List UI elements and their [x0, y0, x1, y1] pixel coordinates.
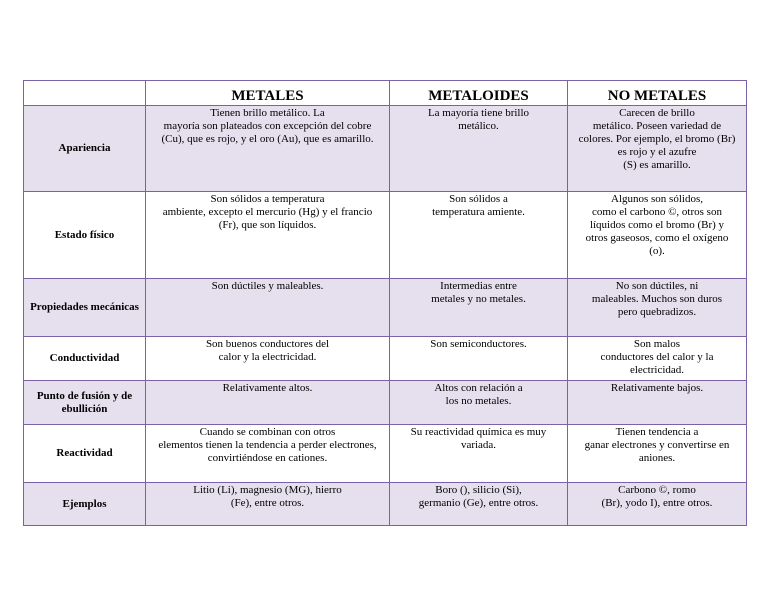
header-corner — [24, 81, 146, 106]
cell-metales: Son buenos conductores del calor y la electricidad. — [146, 337, 390, 381]
header-metales: METALES — [146, 81, 390, 106]
cell-no-metales: Tienen tendencia a ganar electrones y convertirse en aniones. — [568, 425, 747, 483]
header-no-metales: NO METALES — [568, 81, 747, 106]
row-punto-fusion — [24, 381, 747, 425]
cell-no-metales: Algunos son sólidos, como el carbono ©, otros son líquidos como el bromo (Br) y otros gaseosos, como el oxígeno (o). — [568, 192, 747, 279]
cell-metales: Litio (Li), magnesio (MG), hierro (Fe), entre otros. — [146, 483, 390, 526]
cell-no-metales: Relativamente bajos. — [568, 381, 747, 425]
cell-no-metales: Son malos conductores del calor y la electricidad. — [568, 337, 747, 381]
cell-metaloides: Son semiconductores. — [390, 337, 568, 381]
cell-metales: Son sólidos a temperatura ambiente, excepto el mercurio (Hg) y el francio (Fr), que son líquidos. — [146, 192, 390, 279]
row-apariencia — [24, 106, 747, 192]
row-reactividad — [24, 425, 747, 483]
cell-metaloides: La mayoría tiene brillo metálico. — [390, 106, 568, 192]
header-row — [24, 81, 747, 106]
row-label: Reactividad — [24, 425, 146, 483]
cell-metaloides: Su reactividad química es muy variada. — [390, 425, 568, 483]
cell-metaloides: Intermedias entre metales y no metales. — [390, 279, 568, 337]
cell-metaloides: Altos con relación a los no metales. — [390, 381, 568, 425]
row-label: Ejemplos — [24, 483, 146, 526]
row-label: Punto de fusión y de ebullición — [24, 381, 146, 425]
row-ejemplos — [24, 483, 747, 526]
header-metaloides: METALOIDES — [390, 81, 568, 106]
cell-no-metales: Carecen de brillo metálico. Poseen variedad de colores. Por ejemplo, el bromo (Br) es rojo y el azufre (S) es amarillo. — [568, 106, 747, 192]
row-estado-fisico — [24, 192, 747, 279]
cell-metales: Son dúctiles y maleables. — [146, 279, 390, 337]
row-label: Propiedades mecánicas — [24, 279, 146, 337]
row-label: Estado físico — [24, 192, 146, 279]
cell-metales: Cuando se combinan con otros elementos tienen la tendencia a perder electrones, convirtiéndose en cationes. — [146, 425, 390, 483]
elements-comparison-table — [23, 80, 747, 526]
row-propiedades-mecanicas — [24, 279, 747, 337]
row-label: Apariencia — [24, 106, 146, 192]
cell-metales: Tienen brillo metálico. La mayoría son plateados con excepción del cobre (Cu), que es rojo, y el oro (Au), que es amarillo. — [146, 106, 390, 192]
cell-metaloides: Son sólidos a temperatura amiente. — [390, 192, 568, 279]
cell-metaloides: Boro (), silicio (Si), germanio (Ge), entre otros. — [390, 483, 568, 526]
row-conductividad — [24, 337, 747, 381]
cell-no-metales: No son dúctiles, ni maleables. Muchos son duros pero quebradizos. — [568, 279, 747, 337]
cell-metales: Relativamente altos. — [146, 381, 390, 425]
cell-no-metales: Carbono ©, romo (Br), yodo I), entre otros. — [568, 483, 747, 526]
row-label: Conductividad — [24, 337, 146, 381]
